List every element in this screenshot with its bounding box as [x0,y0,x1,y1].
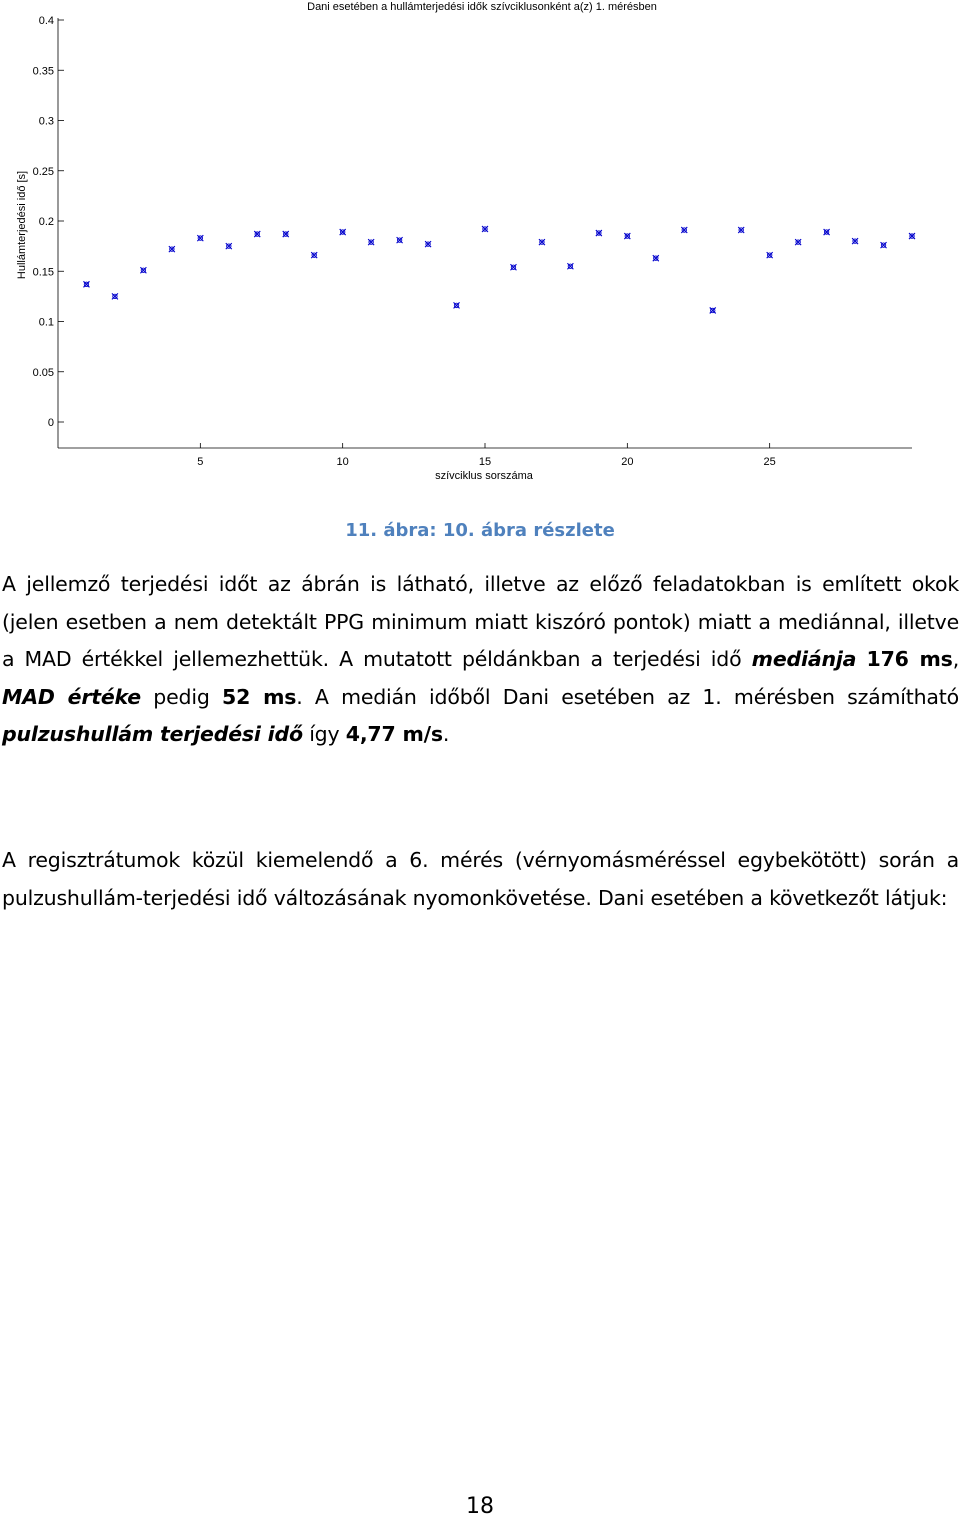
value-mad: 52 ms [222,684,297,709]
data-point [795,239,801,245]
data-point [340,229,346,235]
data-point [482,226,488,232]
value-pwv: 4,77 m/s [345,722,443,746]
y-axis-label: Hullámterjedési idő [s] [16,170,28,280]
text-run: pedig [140,684,222,709]
data-point [140,267,146,273]
chart-title: Dani esetében a hullámterjedési idők szívciklusonként a(z) 1. mérésben [307,1,657,13]
paragraph-results [2,566,959,754]
data-point [83,281,89,287]
x-tick-label: 25 [763,456,776,468]
data-point [368,239,374,245]
data-point [169,246,175,252]
data-point [567,263,573,269]
text-run: , [952,647,960,671]
x-tick-label: 5 [197,456,204,468]
data-point [710,307,716,313]
data-point [283,231,289,237]
text-run: . A medián időből Dani esetében az 1. mérésben számítható [296,684,959,709]
paragraph-next: A regisztrátumok közül kiemelendő a 6. mérés (vérnyomásméréssel egybekötött) során a pulzushullám-terjedési idő változásának nyomonkövetése. Dani esetében a következőt látjuk: [2,848,959,910]
y-tick-label: 0.3 [38,115,54,128]
y-tick-label: 0.35 [32,65,54,78]
data-point [539,239,545,245]
figure-caption: 11. ábra: 10. ábra részlete [345,520,615,541]
page-number: 18 [466,1494,494,1519]
data-point [311,252,317,258]
emphasis-pwv: pulzushullám terjedési idő [2,722,303,746]
chart-axes [58,18,912,448]
data-point [909,233,915,239]
emphasis-mad: MAD értéke [2,684,141,709]
data-point [596,230,602,236]
y-tick-label: 0.15 [32,266,54,279]
data-point [681,227,687,233]
x-axis-label: szívciklus sorszáma [435,470,533,482]
data-point [197,235,203,241]
scatter-chart [0,0,960,500]
text-run: A jellemző terjedési időt az ábrán is látható, illetve az előző feladatokban is említett okok (jelen esetben a nem detektált PPG minimum miatt kiszóró pontok) miatt a mediánnal, illetve a MAD értékkel jellemezhettük. A mutatott példánkban a terjedési idő [2,572,959,671]
y-tick-label: 0.1 [38,316,54,329]
data-point [397,237,403,243]
data-point [425,241,431,247]
data-series [83,226,915,313]
x-tick-labels [197,443,776,468]
data-point [454,302,460,308]
data-point [653,255,659,261]
data-point [226,243,232,249]
y-tick-labels [33,15,64,429]
data-point [254,231,260,237]
text-run: így [302,722,346,746]
y-tick-label: 0.4 [38,15,54,27]
y-tick-label: 0.05 [32,366,54,379]
data-point [824,229,830,235]
y-tick-label: 0.25 [32,165,54,178]
x-tick-label: 20 [621,456,634,468]
text-run: . [442,722,450,746]
data-point [738,227,744,233]
value-median: 176 ms [866,647,953,671]
data-point [881,242,887,248]
data-point [767,252,773,258]
y-tick-label: 0.2 [38,216,54,228]
data-point [852,238,858,244]
emphasis-median: mediánja [751,647,857,671]
data-point [112,293,118,299]
data-point [510,264,516,270]
x-tick-label: 10 [336,456,349,468]
x-tick-label: 15 [478,456,492,468]
text-run [856,647,866,671]
data-point [624,233,630,239]
y-tick-label: 0 [47,417,54,429]
